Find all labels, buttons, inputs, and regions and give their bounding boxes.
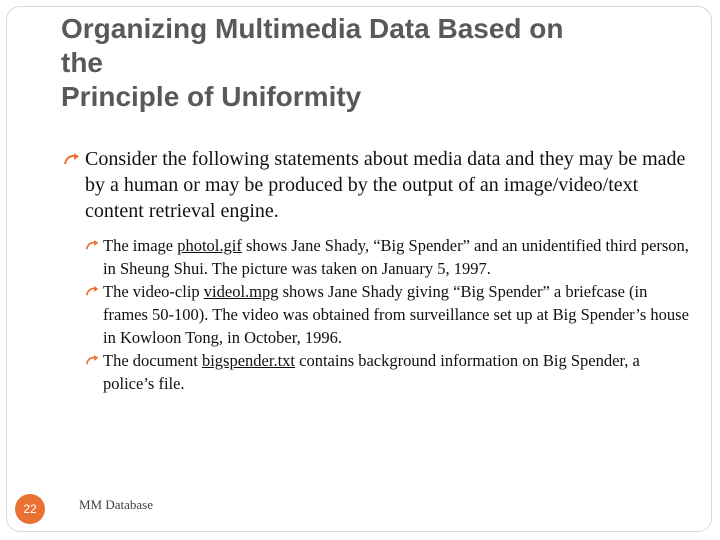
title-line-2: the (61, 47, 103, 78)
curved-arrow-bullet-icon (85, 239, 100, 251)
item-text-after: contains background information on Big Spender, a police’s file. (103, 351, 640, 393)
curved-arrow-bullet-icon (85, 354, 100, 366)
curved-arrow-bullet-icon (63, 152, 81, 166)
item-text-before: The image (103, 236, 178, 255)
intro-bullet (63, 146, 693, 224)
footer-label: MM Database (79, 497, 154, 512)
curved-arrow-bullet-icon (85, 285, 100, 297)
slide-title (61, 12, 681, 114)
slide-number-badge: 22 (15, 494, 45, 524)
intro-text: Consider the following statements about media data and they may be made by a human or may be produced by the output of an image/video/text content retrieval engine. (85, 148, 686, 222)
file-link-photo[interactable]: photol.gif (177, 236, 242, 255)
slide-content (63, 146, 693, 395)
list-item (63, 234, 693, 280)
item-text-after: shows Jane Shady, “Big Spender” and an unidentified third person, in Sheung Shui. The picture was taken on January 5, 1997. (103, 236, 689, 278)
file-link-video[interactable]: videol.mpg (203, 282, 279, 301)
file-link-document[interactable]: bigspender.txt (201, 351, 295, 370)
item-text-before: The video-clip (103, 282, 204, 301)
item-text-after: shows Jane Shady giving “Big Spender” a briefcase (in frames 50-100). The video was obtained from surveillance set up at Big Spender’s house in Kowloon Tong, in October, 1996. (103, 282, 689, 347)
title-line-3: Principle of Uniformity (61, 81, 362, 112)
title-line-1: Organizing Multimedia Data Based on (61, 13, 564, 44)
list-item (63, 349, 693, 395)
item-text-before: The document (103, 351, 202, 370)
list-item (63, 280, 693, 349)
